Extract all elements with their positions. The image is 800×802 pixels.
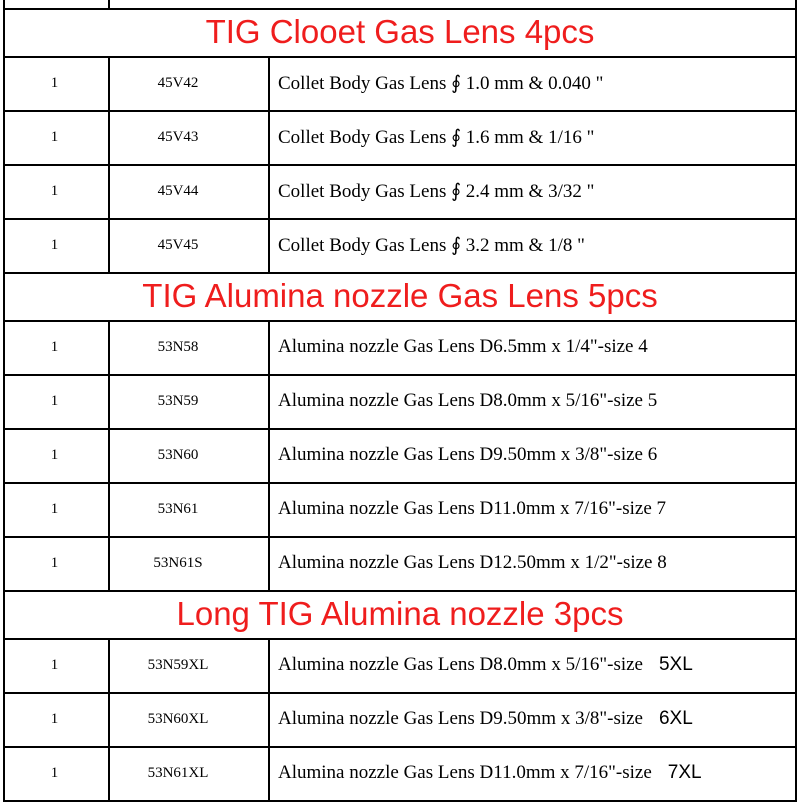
table-row <box>3 692 797 746</box>
part-code-cell: 53N60XL <box>147 710 209 727</box>
description-cell <box>278 218 797 272</box>
part-code-cell: 53N59XL <box>147 656 209 673</box>
description-text: Alumina nozzle Gas Lens D9.50mm x 3/8"-size 6 <box>278 444 658 465</box>
description-text: Collet Body Gas Lens ∮ 1.6 mm & 1/16 " <box>278 126 595 148</box>
quantity-cell: 1 <box>50 128 59 145</box>
description-cell <box>278 164 797 218</box>
table-row <box>3 218 797 272</box>
table-row <box>3 56 797 110</box>
table-row <box>3 746 797 800</box>
part-code-cell: 53N61XL <box>147 764 209 781</box>
quantity-cell: 1 <box>50 446 59 463</box>
part-code-cell: 45V43 <box>157 128 199 145</box>
quantity-cell: 1 <box>50 710 59 727</box>
table-row <box>3 638 797 692</box>
quantity-cell: 1 <box>50 338 59 355</box>
quantity-cell: 1 <box>50 656 59 673</box>
table-border-vertical <box>795 0 797 8</box>
size-suffix: 5XL <box>658 654 693 675</box>
description-cell <box>278 746 797 800</box>
description-text: Collet Body Gas Lens ∮ 3.2 mm & 1/8 " <box>278 234 585 256</box>
part-code-cell: 53N59 <box>157 392 199 409</box>
table-row <box>3 536 797 590</box>
section-title: TIG Clooet Gas Lens 4pcs <box>205 13 595 50</box>
part-code-cell: 45V45 <box>157 236 199 253</box>
size-suffix: 7XL <box>667 762 702 783</box>
quantity-cell: 1 <box>50 236 59 253</box>
part-code-cell: 53N61S <box>153 554 203 571</box>
description-cell <box>278 110 797 164</box>
size-suffix: 6XL <box>658 708 693 729</box>
table-border-vertical <box>108 0 110 8</box>
description-text: Collet Body Gas Lens ∮ 2.4 mm & 3/32 " <box>278 180 595 202</box>
table-row <box>3 374 797 428</box>
description-cell <box>278 374 797 428</box>
table-row <box>3 482 797 536</box>
description-cell <box>278 428 797 482</box>
quantity-cell: 1 <box>50 500 59 517</box>
table-row <box>3 164 797 218</box>
table-row <box>3 110 797 164</box>
description-text: Alumina nozzle Gas Lens D9.50mm x 3/8"-size <box>278 708 643 729</box>
quantity-cell: 1 <box>50 74 59 91</box>
description-text: Alumina nozzle Gas Lens D6.5mm x 1/4"-size 4 <box>278 336 648 357</box>
description-text: Alumina nozzle Gas Lens D8.0mm x 5/16"-size 5 <box>278 390 658 411</box>
table-row <box>3 428 797 482</box>
description-cell <box>278 638 797 692</box>
quantity-cell: 1 <box>50 182 59 199</box>
quantity-cell: 1 <box>50 554 59 571</box>
description-text: Alumina nozzle Gas Lens D8.0mm x 5/16"-size <box>278 654 643 675</box>
description-cell <box>278 56 797 110</box>
part-code-cell: 53N58 <box>157 338 199 355</box>
table-border-vertical <box>3 0 5 8</box>
description-cell <box>278 536 797 590</box>
description-cell <box>278 482 797 536</box>
description-text: Collet Body Gas Lens ∮ 1.0 mm & 0.040 " <box>278 72 604 94</box>
part-code-cell: 45V44 <box>157 182 199 199</box>
quantity-cell: 1 <box>50 392 59 409</box>
section-title: Long TIG Alumina nozzle 3pcs <box>176 595 624 632</box>
section-title: TIG Alumina nozzle Gas Lens 5pcs <box>142 277 658 314</box>
description-text: Alumina nozzle Gas Lens D12.50mm x 1/2"-size 8 <box>278 552 667 573</box>
description-text: Alumina nozzle Gas Lens D11.0mm x 7/16"-size 7 <box>278 498 667 519</box>
part-code-cell: 53N60 <box>157 446 199 463</box>
description-cell <box>278 320 797 374</box>
table-row <box>3 320 797 374</box>
description-cell <box>278 692 797 746</box>
description-text: Alumina nozzle Gas Lens D11.0mm x 7/16"-size <box>278 762 652 783</box>
part-code-cell: 45V42 <box>157 74 199 91</box>
part-code-cell: 53N61 <box>157 500 199 517</box>
quantity-cell: 1 <box>50 764 59 781</box>
